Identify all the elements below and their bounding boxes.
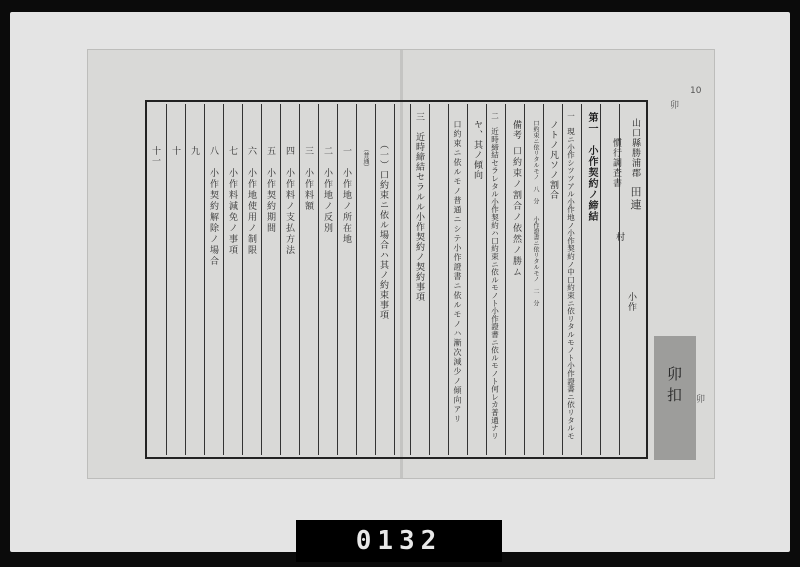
- pencil-note: 卯: [696, 395, 706, 405]
- pencil-note: 卯: [670, 101, 680, 111]
- header-category: 小作: [626, 292, 636, 312]
- column-rule: [543, 104, 544, 455]
- column-rule: [486, 104, 487, 455]
- header-village-suffix: 村: [614, 232, 624, 242]
- handwritten-note: 口約束ノ割合ノ依然ノ勝ム: [511, 146, 521, 278]
- column-rule: [299, 104, 300, 455]
- column-rule: [242, 104, 243, 455]
- section-item: 二 近時締結セラレタル小作契約ハ口約束ニ依ルモノト小作證書ニ依ルモノト何レカ普通ナリ: [490, 112, 500, 440]
- column-rule: [375, 104, 376, 455]
- column-rule: [356, 104, 357, 455]
- contract-item: 三 小作料額: [303, 146, 313, 212]
- header-stamp-name: 田連: [629, 186, 642, 212]
- contract-item: 九: [189, 146, 199, 156]
- contract-item: 六 小作地使用ノ制限: [246, 146, 256, 256]
- section-item: ヤ、其ノ傾向: [472, 120, 482, 180]
- contract-item: 一 小作地ノ所在地: [341, 146, 351, 245]
- column-rule: [581, 104, 582, 455]
- column-rule: [318, 104, 319, 455]
- contract-item: 十一: [150, 146, 160, 166]
- column-rule: [204, 104, 205, 455]
- section-item: 三 近時締結セラルル小作契約ノ契約事項: [414, 112, 424, 302]
- contract-item: 五 小作契約期間: [265, 146, 275, 234]
- contract-item: 八 小作契約解除ノ場合: [208, 146, 218, 267]
- archive-stamp-text: 卯扣: [665, 366, 683, 408]
- section-heading: 第一 小作契約ノ締結: [586, 112, 597, 222]
- column-rule: [261, 104, 262, 455]
- subsection-note: （普通）: [362, 146, 369, 170]
- handwritten-answer: 口約束ニ依ルモノ普通ニシテ小作證書ニ依ルモノハ漸次減少ノ傾向アリ: [453, 120, 462, 424]
- column-rule: [337, 104, 338, 455]
- section-item: ノトノ凡ソノ割合: [548, 120, 558, 200]
- column-rule: [280, 104, 281, 455]
- column-rule: [467, 104, 468, 455]
- document-title: 慣行調査書: [611, 138, 621, 188]
- film-frame-number: 0132: [355, 526, 443, 556]
- column-rule: [394, 104, 395, 455]
- contract-item: 十: [170, 146, 180, 156]
- column-rule: [562, 104, 563, 455]
- contract-item: 四 小作料ノ支払方法: [284, 146, 294, 256]
- section-item: 一 現ニ小作シツツアル小作地ノ小作契約ノ中口約束ニ依リタルモノト小作證書ニ依リタルモ: [566, 112, 576, 440]
- column-rule: [410, 104, 411, 455]
- column-rule: [505, 104, 506, 455]
- column-rule: [448, 104, 449, 455]
- column-rule: [223, 104, 224, 455]
- column-rule: [185, 104, 186, 455]
- column-rule: [429, 104, 430, 455]
- contract-item: 二 小作地ノ反別: [322, 146, 332, 234]
- pencil-page-number: 10: [690, 86, 702, 96]
- column-rule: [600, 104, 601, 455]
- column-rule: [166, 104, 167, 455]
- section-note-label: 備考: [511, 120, 521, 140]
- header-office: 山口縣勝浦郡: [630, 118, 640, 178]
- contract-item: 七 小作料減免ノ事項: [227, 146, 237, 256]
- column-rule: [524, 104, 525, 455]
- section-item: 口約束ニ依リタルモノ 八 分 小作證書ニ依リタルモノ 二 分: [532, 120, 539, 306]
- subsection-heading: （一）口約束ニ依ル場合ハ其ノ約束事項: [378, 140, 388, 320]
